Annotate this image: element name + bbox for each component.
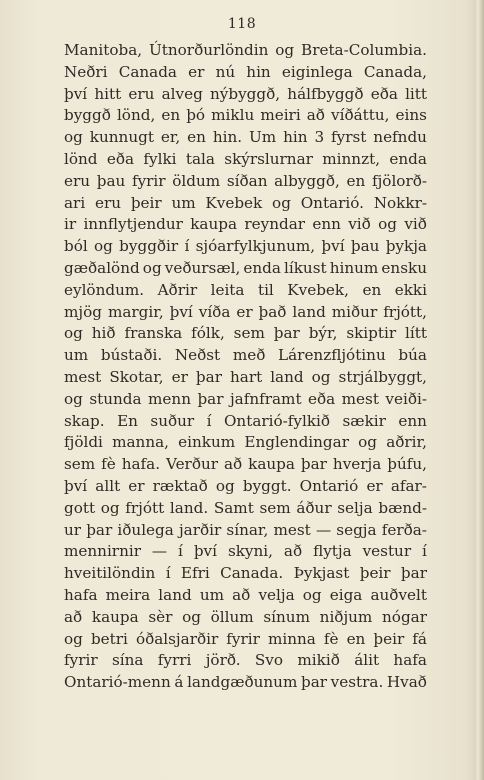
text-line: Ontarió-menn á landgæðunum þar vestra. Hvað [64,673,427,692]
text-line: hveitilöndin í Efri Canada. Þykjast þeir þar [64,564,427,583]
text-line: mest Skotar, er þar hart land og strjálbyggt, [64,367,427,386]
page-number: 118 [227,16,257,32]
text-line: því allt er ræktað og byggt. Ontarió er afar- [64,476,427,495]
text-line: byggð lönd, en þó miklu meiri að víðáttu, eins [64,106,427,125]
text-line: um bústaði. Neðst með Lárenzfljótinu búa [64,346,427,365]
text-line: og hið franska fólk, sem þar býr, skiptir lítt [64,324,427,343]
text-line: sem fè hafa. Verður að kaupa þar hverja þúfu, [64,455,427,474]
text-line: mjög margir, því víða er það land miður frjótt, [64,302,427,321]
page-body-text [64,40,427,694]
text-line: hafa meira land um að velja og eiga auðvelt [64,585,427,604]
text-line: skap. En suður í Ontarió-fylkið sækir enn [64,411,427,430]
text-line: að kaupa sèr og öllum sínum niðjum nógar [64,607,427,626]
text-line: gott og frjótt land. Samt sem áður selja bænd- [64,498,427,517]
text-line: og stunda menn þar jafnframt eða mest veiði- [64,389,427,408]
text-line: eru þau fyrir öldum síðan albyggð, en fjölorð- [64,171,427,190]
text-line: lönd eða fylki tala skýrslurnar minnzt, enda [64,149,427,168]
text-line: því hitt eru alveg nýbyggð, hálfbyggð eða litt [64,84,427,103]
text-line: gæðalönd og veðursæl, enda líkust hinum ensku [64,258,427,277]
text-line: fjöldi manna, einkum Englendingar og aðrir, [64,433,427,452]
text-line: ból og byggðir í sjóarfylkjunum, því þau þykja [64,237,427,256]
text-line: ir innflytjendur kaupa reyndar enn við og við [64,215,427,234]
text-line: og betri óðalsjarðir fyrir minna fè en þeir fá [64,629,427,648]
text-line: eylöndum. Aðrir leita til Kvebek, en ekki [64,280,427,299]
text-line: ur þar iðulega jarðir sínar, mest — segja ferða- [64,520,427,539]
text-line: og kunnugt er, en hin. Um hin 3 fyrst nefndu [64,128,427,147]
text-line: ari eru þeir um Kvebek og Ontarió. Nokkr- [64,193,427,212]
text-line: Neðri Canada er nú hin eiginlega Canada, [64,62,427,81]
text-line: Manitoba, Útnorðurlöndin og Breta-Columbia. [64,41,427,59]
text-line: fyrir sína fyrri jörð. Svo mikið álit hafa [64,651,427,670]
page-edge [474,0,484,780]
text-line: mennirnir — í því skyni, að flytja vestur í [64,542,427,561]
